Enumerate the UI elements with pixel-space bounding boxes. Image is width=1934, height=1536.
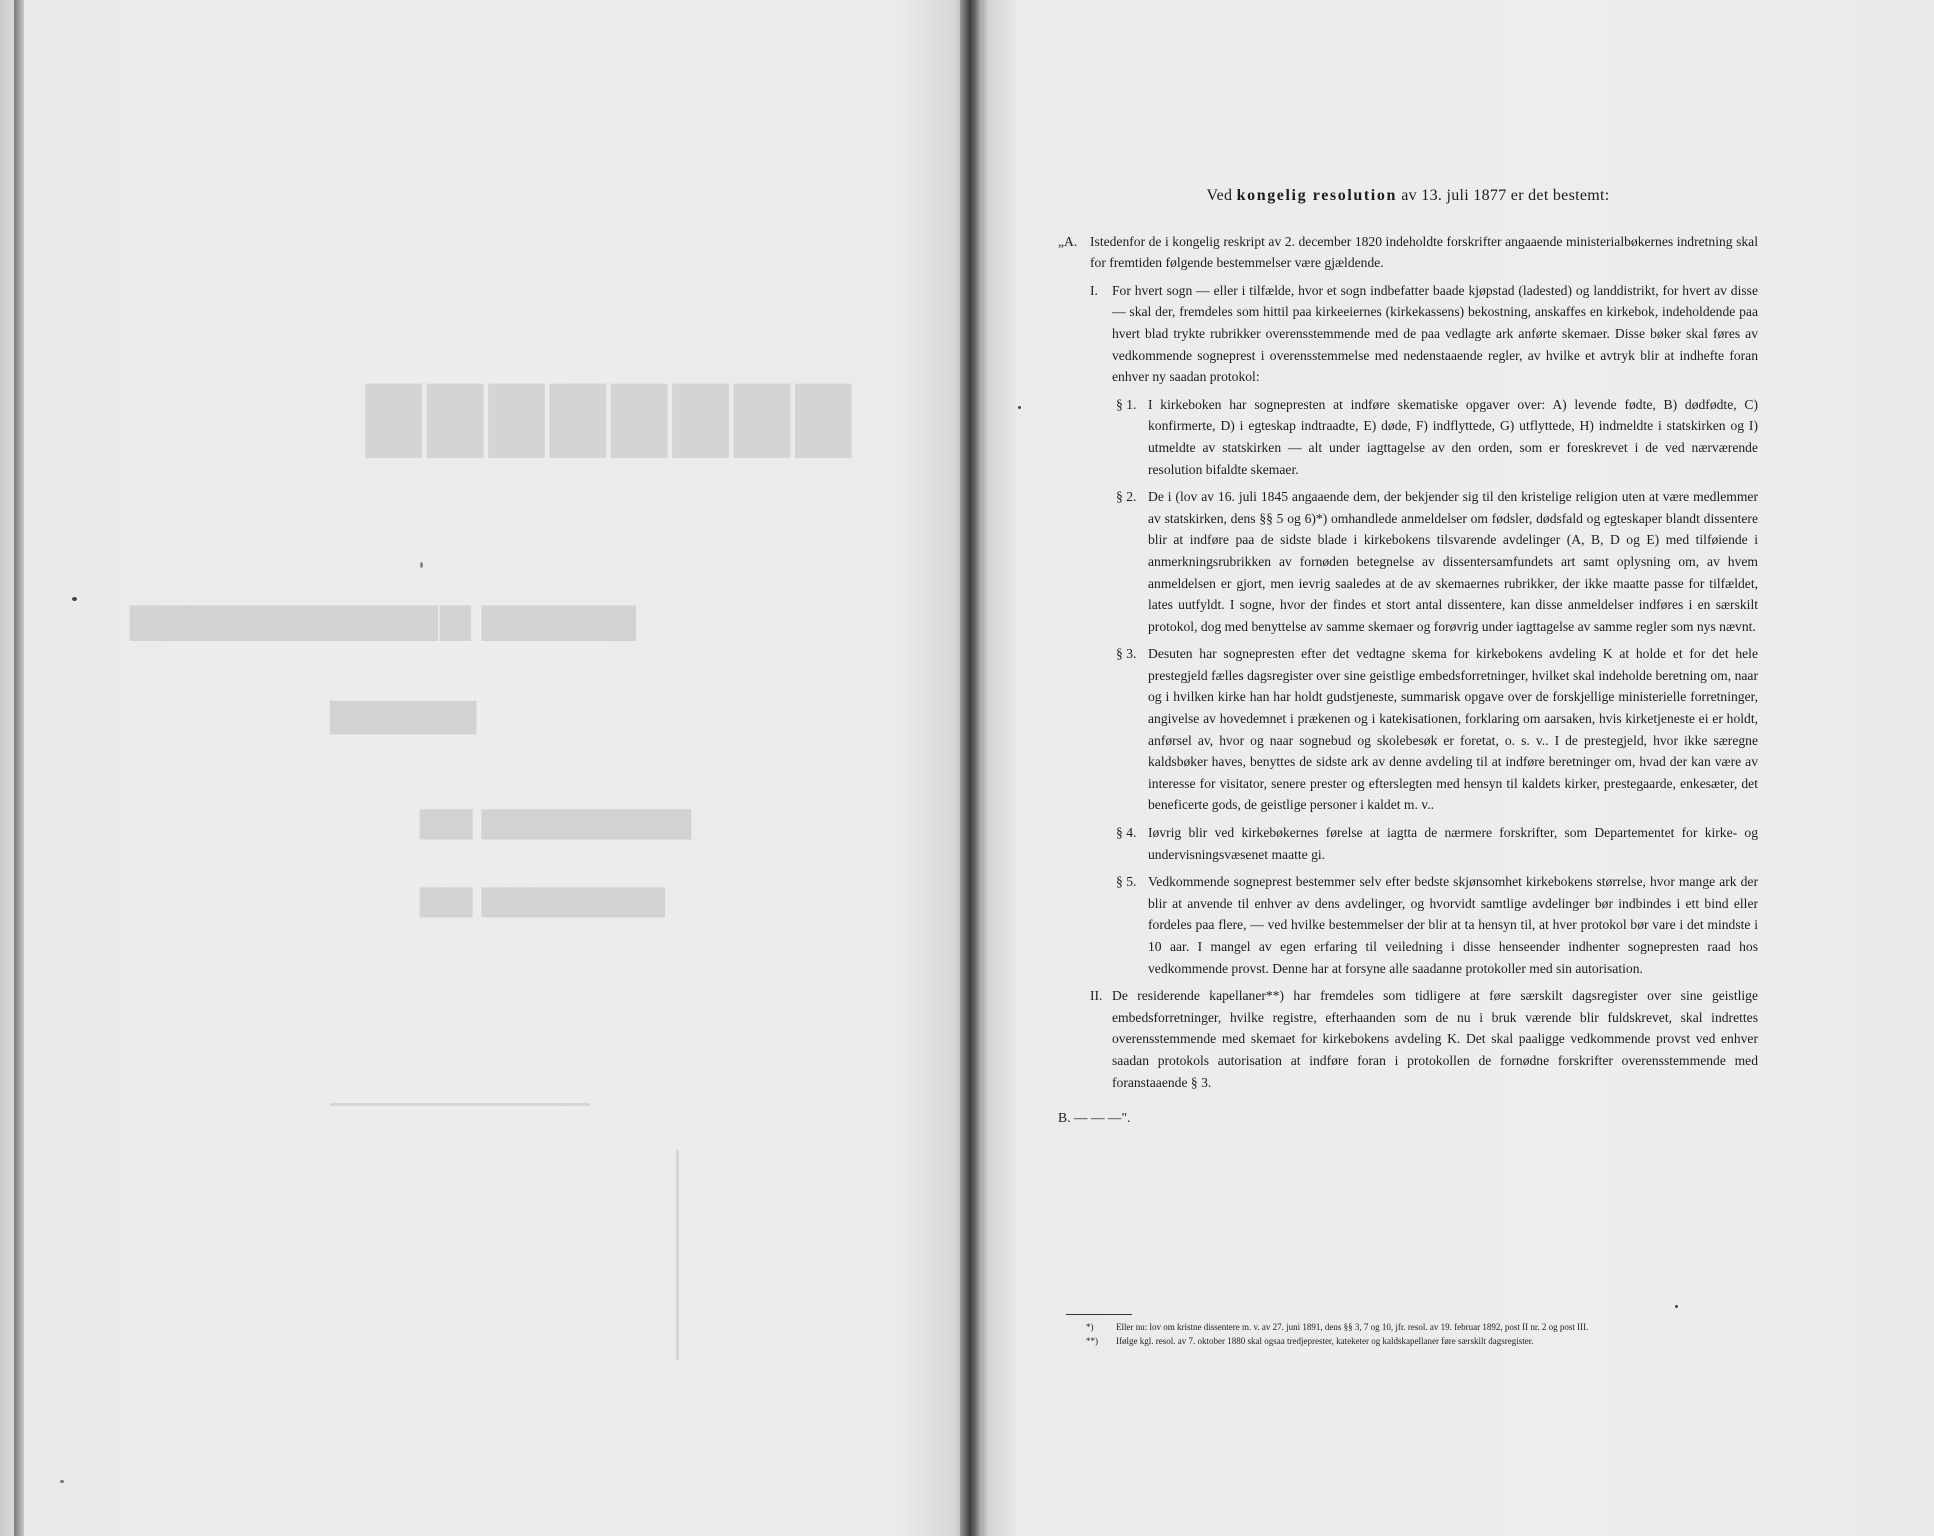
footnote-text: Ifølge kgl. resol. av 7. oktober 1880 skal ogsaa tredjeprester, kateketer og kaldskapellaner føre særskilt dagsregister.: [1116, 1336, 1534, 1346]
heading-suffix: av 13. juli 1877 er det bestemt:: [1401, 187, 1610, 204]
resolution-text: [1058, 185, 1758, 1135]
book-spine: [960, 0, 982, 1536]
paragraph-3: [1116, 643, 1758, 816]
section-b: [1058, 1107, 1758, 1129]
paragraph-text: Vedkommende sogneprest bestemmer selv efter bedste skjønsomhet kirkebokens størrelse, hvor mange ark der blir at anvende til enhver av dens avdelinger, og hvorvidt samtlige avdelinger bør indbindes i ett bind eller fordeles paa flere, — ved hvilke bestemmelser der blir at ta hensyn til, at hver protokol bør vare i det mindste i 10 aar. I mangel av egen erfaring til veiledning i disse henseender indhenter sognepresten raad hos vedkommende provst. Denne har at forsyne alle saadanne protokoller med sin autorisation.: [1148, 874, 1758, 976]
paragraph-label: § 5.: [1116, 874, 1137, 890]
footnote-text: Eller nu: lov om kristne dissentere m. v. av 27. juni 1891, dens §§ 3, 7 og 10, jfr. resol. av 19. februar 1892, post II nr. 2 og post III.: [1116, 1322, 1589, 1332]
section-ii: [1090, 985, 1758, 1093]
section-a-text: Istedenfor de i kongelig reskript av 2. december 1820 indeholdte forskrifter angaaende ministerialbøkernes indretning skal for fremtiden følgende bestemmelser være gjældende.: [1090, 233, 1758, 271]
footnote-mark: *): [1086, 1322, 1094, 1332]
section-ii-text: De residerende kapellaner**) har fremdeles som tidligere at føre særskilt dagsregister over sine geistlige embedsforretninger, hvilke registre, efterhaanden som de nu i bruk værende blir fuldskrevet, skal indrettes overensstemmende med skemaet for kirkebokens avdeling K. Det skal paaligge vedkommende provst ved enhver saadan protokols autorisation at indføre foran i protokollen de fornødne forskrifter overensstemmende med foranstaaende § 3.: [1112, 988, 1758, 1090]
section-a: [1058, 231, 1758, 274]
paragraph-label: § 1.: [1116, 396, 1137, 412]
footnote-rule: [1066, 1314, 1132, 1315]
heading-prefix: Ved: [1206, 187, 1233, 204]
paragraph-text: I kirkeboken har sognepresten at indføre skematiske opgaver over: A) levende fødte, B) dødfødte, C) konfirmerte, D) i egteskap indtraadte, E) døde, F) indflyttede, G) utflyttede, H) indmeldte i statskirken og I) utmeldte av statskirken — alt under iagttagelse av den orden, som er foreskrevet i de ved nærværende resolution bifaldte skemaer.: [1148, 396, 1758, 477]
scan-speck: [420, 562, 423, 568]
paragraph-2: [1116, 486, 1758, 637]
paragraph-4: [1116, 822, 1758, 865]
heading-bold: kongelig resolution: [1236, 187, 1397, 204]
left-page-edge: [14, 0, 24, 1536]
bleed-through-line: ▆▆▆▆▆▆▆▆▆▆: [130, 596, 438, 640]
bleed-through-title: ▇▇▇▇▇▇▇▇: [360, 376, 851, 456]
scan-speck: [60, 1480, 64, 1483]
paragraph-label: § 3.: [1116, 646, 1137, 662]
page-heading: [1058, 185, 1758, 207]
section-i-text: For hvert sogn — eller i tilfælde, hvor et sogn indbefatter baade kjøpstad (ladested) og landdistrikt, for hvert av disse — skal der, fremdeles som hittil paa kirkeeiernes (kirkekassens) bekostning, anskaffes en kirkebok, indeholdende paa hvert blad trykte rubrikker overensstemmende med de paa vedlagte ark anførte skemaer. Disse bøker skal føres av vedkommende sogneprest i overensstemmelse med nedenstaaende regler, av hvilke et avtryk blir at indhefte foran enhver ny saadan protokol:: [1112, 282, 1758, 385]
bleed-through-line: ▆▆▆▆▆▆▆▆ ▆▆: [420, 801, 691, 839]
paragraph-text: Desuten har sognepresten efter det vedtagne skema for kirkebokens avdeling K at holde et for det hele prestegjeld fælles dagsregister over sine geistlige embedsforretninger, hvilket skal indeholde beretning om, naar og i hvilken kirke han har holdt gudstjeneste, summarisk opgave over de forskjellige ministerielle forretninger, angivelse av hovedemnet i prækenen og i katekisationen, forklaring om aarsaken, hvis kirketjeneste ei er holdt, anførsel av, hvor og naar sognebud og skolebesøk er foretat, o. s. v.. I de prestegjeld, hvor ikke særegne kaldsbøker haves, benyttes de sidste ark av denne avdeling til at indføre beretninger om, hvad der kan være av interesse for visitator, senere prester og efterslegten med hensyn til kaldets kirker, prestegaarde, enkesæter, det beneficerte gods, de geistlige personer i kaldet m. v..: [1148, 646, 1758, 813]
paragraph-text: Iøvrig blir ved kirkebøkernes førelse at iagtta de nærmere forskrifter, som Departementet for kirke- og undervisningsvæsenet maatte gi.: [1148, 825, 1758, 862]
paragraph-label: § 4.: [1116, 825, 1137, 841]
paragraph-text: De i (lov av 16. juli 1845 angaaende dem, der bekjender sig til den kristelige religion uten at være medlemmer av statskirken, dens §§ 5 og 6)*) omhandlede anmeldelser om fødsler, dødsfald og egteskaper blandt dissentere blir at indføre paa de sidste blade i kirkebokens tilsvarende avdelinger (A, B, D og E) med tilføiende i anmerkningsrubrikken av fornøden betegnelse av dissentersamfundets art samt oplysning om, av hvem anmeldelsen er gjort, men ievrig saaledes at de av skemaernes rubrikker, der ikke maatte passe for tilfældet, lates uutfyldt. I sogne, hvor der findes et stort antal dissentere, kan disse anmeldelser indføres i en særskilt protokol, dog med benyttelse av samme skemaer og forøvrig under iagttagelse av samme regler som nys nævnt.: [1148, 489, 1758, 634]
bleed-through-line: ▆▆▆▆▆▆▆ ▆▆: [420, 879, 665, 917]
bleed-through-line: ▆▆▆▆▆ ▆: [440, 596, 636, 640]
paragraph-1: [1116, 394, 1758, 480]
bleed-through-rule: [330, 1103, 590, 1106]
footnote-1: [1086, 1322, 1758, 1333]
scan-speck: [1675, 1305, 1678, 1308]
scan-speck: [72, 597, 77, 601]
section-a-label: „A.: [1058, 233, 1078, 249]
footnote-2: [1086, 1336, 1758, 1347]
bleed-through-line: ▆▆▆▆▆: [330, 692, 477, 734]
section-i: [1090, 280, 1758, 388]
bleed-through-rule: [676, 1150, 679, 1360]
section-b-text: B. — — —".: [1058, 1110, 1131, 1126]
footnotes: [1086, 1322, 1758, 1350]
footnote-mark: **): [1086, 1336, 1098, 1346]
scan-speck: [1018, 406, 1021, 409]
paragraph-label: § 2.: [1116, 489, 1137, 505]
section-i-label: I.: [1090, 282, 1098, 298]
section-ii-label: II.: [1090, 988, 1103, 1004]
paragraph-5: [1116, 871, 1758, 979]
